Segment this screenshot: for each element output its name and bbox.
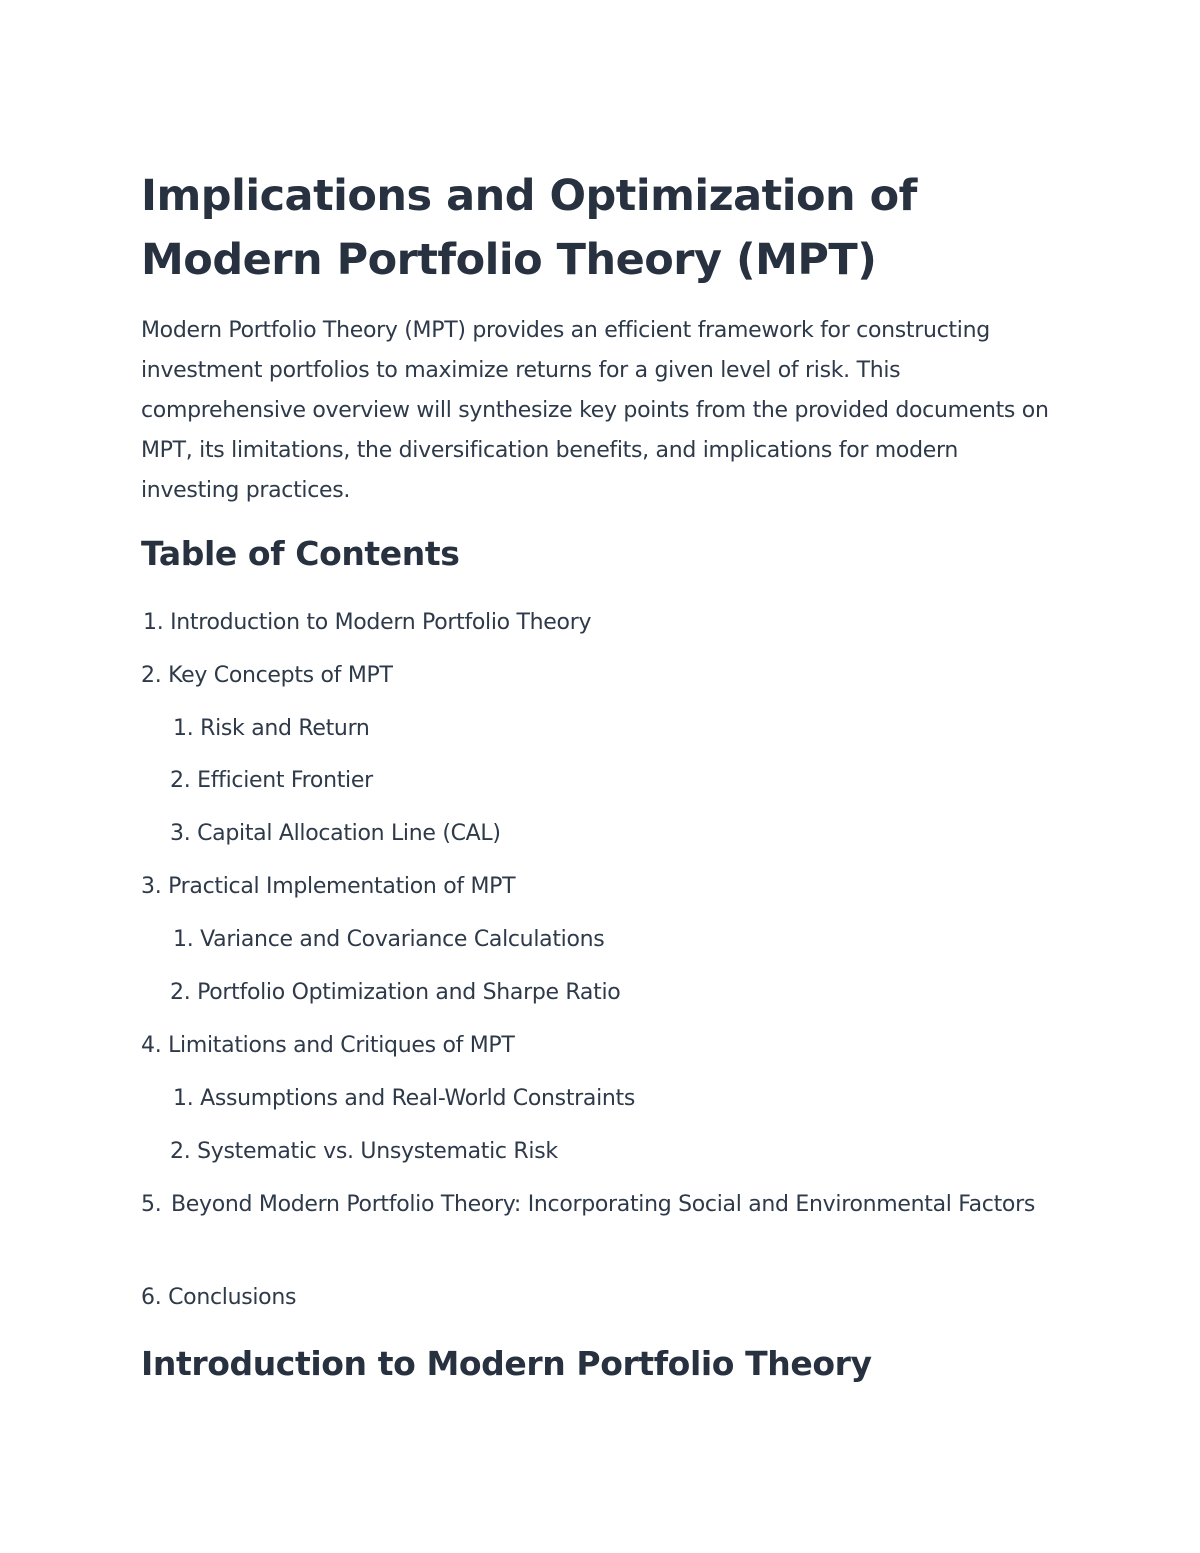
toc-item-number: 3.: [141, 874, 162, 899]
toc-item-beyond-mpt[interactable]: [141, 1185, 1066, 1225]
toc-item-label[interactable]: Capital Allocation Line (CAL): [197, 821, 501, 846]
toc-item-number: 1.: [173, 1086, 194, 1111]
toc-subitem-risk-return[interactable]: [173, 709, 370, 749]
toc-item-practical-implementation[interactable]: [141, 867, 515, 907]
toc-item-label[interactable]: Assumptions and Real-World Constraints: [200, 1086, 636, 1111]
toc-item-number: 2.: [170, 1139, 191, 1164]
toc-item-label[interactable]: Efficient Frontier: [197, 768, 373, 793]
toc-item-label[interactable]: Risk and Return: [200, 716, 370, 741]
toc-item-limitations[interactable]: [141, 1026, 515, 1066]
toc-item-label[interactable]: Key Concepts of MPT: [168, 663, 393, 688]
toc-item-label[interactable]: Practical Implementation of MPT: [168, 874, 516, 899]
toc-item-number: 4.: [141, 1033, 162, 1058]
intro-paragraph: Modern Portfolio Theory (MPT) provides an efficient framework for constructing investment portfolios to maximize returns for a given level of risk. This comprehensive overview will synthesize key points from the provided documents on MPT, its limitations, the diversification benefits, and implications for modern investing practices.: [141, 318, 1049, 503]
toc-item-number: 5.: [141, 1192, 162, 1217]
toc-item-label[interactable]: Variance and Covariance Calculations: [200, 927, 605, 952]
toc-subitem-systematic-risk[interactable]: [170, 1132, 558, 1172]
section-heading-introduction: Introduction to Modern Portfolio Theory: [141, 1344, 872, 1383]
document-title: Implications and Optimization of Modern Portfolio Theory (MPT): [141, 171, 917, 285]
toc-item-number: 2.: [170, 768, 191, 793]
toc-item-label[interactable]: Beyond Modern Portfolio Theory: Incorporating Social and Environmental Factors: [171, 1192, 1035, 1217]
toc-item-number: 1.: [173, 716, 194, 741]
toc-subitem-sharpe-ratio[interactable]: [170, 973, 620, 1013]
toc-item-label[interactable]: Limitations and Critiques of MPT: [168, 1033, 515, 1058]
toc-item-number: 1.: [173, 927, 194, 952]
toc-item-conclusions[interactable]: [141, 1278, 296, 1318]
toc-subitem-variance-covariance[interactable]: [173, 920, 604, 960]
toc-item-number: 2.: [141, 663, 162, 688]
toc-item-key-concepts[interactable]: [141, 656, 393, 696]
toc-item-label[interactable]: Introduction to Modern Portfolio Theory: [170, 610, 592, 635]
toc-item-label[interactable]: Conclusions: [168, 1285, 297, 1310]
toc-item-number: 3.: [170, 821, 191, 846]
toc-item-label[interactable]: Systematic vs. Unsystematic Risk: [197, 1139, 558, 1164]
toc-subitem-efficient-frontier[interactable]: [170, 761, 373, 801]
toc-heading: Table of Contents: [141, 534, 460, 573]
toc-item-number: 1.: [143, 610, 164, 635]
toc-item-introduction[interactable]: [143, 603, 591, 643]
toc-item-number: 2.: [170, 980, 191, 1005]
toc-subitem-cal[interactable]: [170, 814, 501, 854]
toc-item-number: 6.: [141, 1285, 162, 1310]
toc-item-label[interactable]: Portfolio Optimization and Sharpe Ratio: [197, 980, 621, 1005]
toc-subitem-assumptions[interactable]: [173, 1079, 635, 1119]
